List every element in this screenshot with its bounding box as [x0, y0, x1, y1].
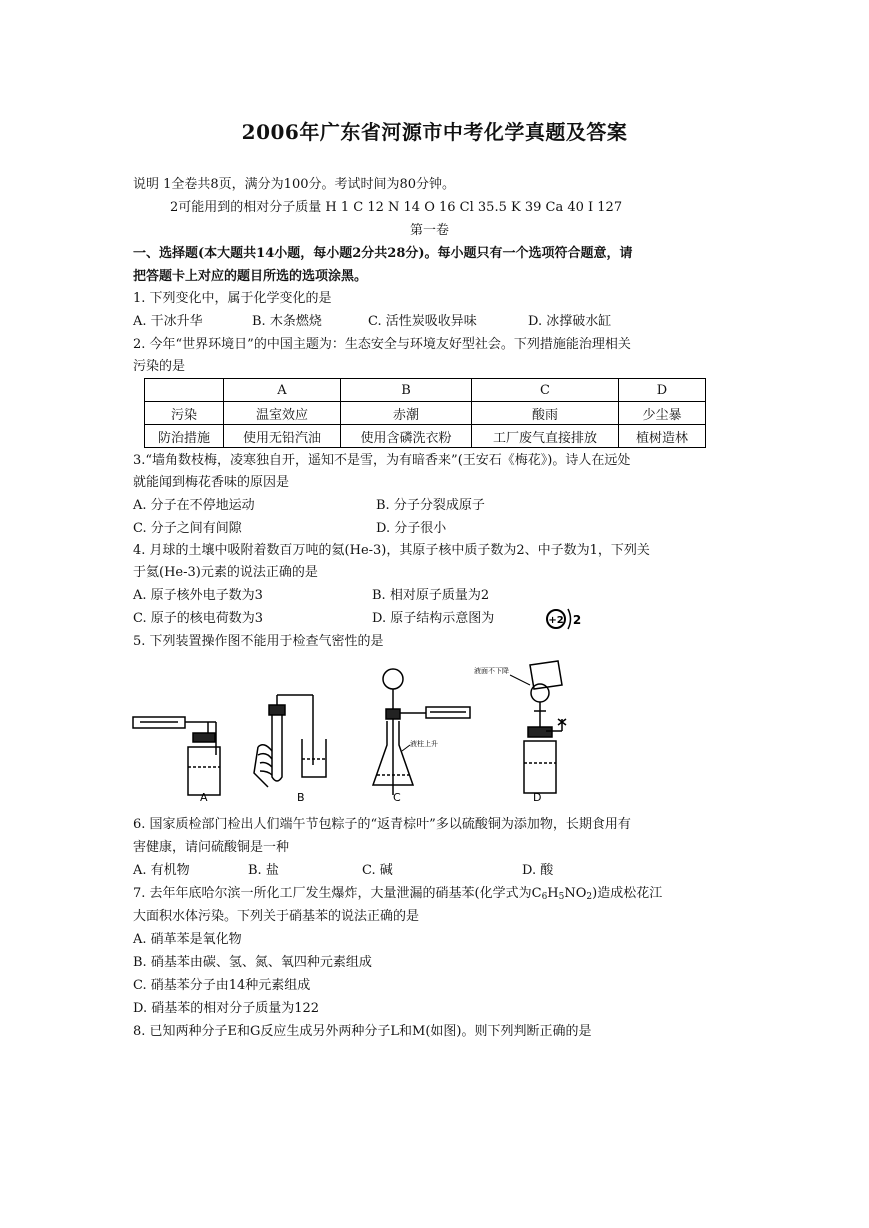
table-cell: C	[472, 379, 619, 402]
formula-text: NO	[564, 886, 587, 901]
q6-stem-2: 害健康，请问硫酸铜是一种	[133, 840, 290, 855]
q1-option-d: D. 冰撑破水缸	[528, 314, 612, 329]
table-cell: 工厂废气直接排放	[472, 425, 619, 448]
shell-electron-label: 2	[572, 613, 582, 627]
q7-stem-2: 大面积水体污染。下列关于硝基苯的说法正确的是	[133, 909, 420, 924]
q7-option-d: D. 硝基苯的相对分子质量为122	[133, 1001, 320, 1016]
table-cell: 酸雨	[472, 402, 619, 425]
q4-option-a: A. 原子核外电子数为3	[133, 588, 263, 603]
apparatus-a	[133, 717, 220, 795]
q5-stem: 5. 下列装置操作图不能用于检查气密性的是	[133, 634, 384, 649]
section-heading-line-2: 把答题卡上对应的题目所选的选项涂黑。	[133, 269, 368, 284]
apparatus-c	[373, 669, 470, 795]
q4-stem-2: 于氦(He-3)元素的说法正确的是	[133, 565, 318, 580]
q1-option-a: A. 干冰升华	[133, 314, 203, 329]
q4-option-c: C. 原子的核电荷数为3	[133, 611, 264, 626]
apparatus-b	[254, 695, 326, 787]
note-line-2: 2可能用到的相对分子质量 H 1 C 12 N 14 O 16 Cl 35.5 K 39 Ca 40 I 127	[170, 200, 623, 215]
formula-subscript: 2	[586, 892, 593, 902]
q1-option-c: C. 活性炭吸收异味	[368, 314, 477, 329]
table-cell: 植树造林	[619, 425, 706, 448]
q4-option-d: D. 原子结构示意图为	[372, 611, 495, 626]
q3-option-b: B. 分子分裂成原子	[376, 498, 485, 513]
formula-subscript: 5	[558, 892, 565, 902]
q6-option-c: C. 碱	[362, 863, 393, 878]
figure-label-d: D	[533, 791, 542, 804]
pollution-table	[144, 378, 706, 448]
q6-option-d: D. 酸	[522, 863, 554, 878]
figure-label-b: B	[297, 791, 305, 804]
apparatus-d	[510, 661, 566, 793]
q4-stem-1: 4. 月球的土壤中吸附着数百万吨的氦(He-3)，其原子核中质子数为2、中子数为1，下列关	[133, 543, 650, 558]
q3-option-d: D. 分子很小	[376, 521, 447, 536]
q7-stem-text: )造成松花江	[592, 886, 663, 901]
q3-option-a: A. 分子在不停地运动	[133, 498, 255, 513]
section-heading-line-1: 一、选择题(本大题共14小题，每小题2分共28分)。每小题只有一个选项符合题意，请	[133, 246, 633, 261]
nucleus-charge-label: +2	[548, 615, 564, 626]
table-cell: D	[619, 379, 706, 402]
figure-label-a: A	[200, 791, 208, 804]
table-cell: B	[341, 379, 472, 402]
table-cell: 温室效应	[224, 402, 341, 425]
table-header-row	[145, 379, 706, 402]
q2-stem-2: 污染的是	[133, 359, 186, 374]
q3-option-c: C. 分子之间有间隙	[133, 521, 242, 536]
volume-heading: 第一卷	[410, 223, 450, 238]
table-cell: 使用无铅汽油	[224, 425, 341, 448]
table-cell: 使用含磷洗衣粉	[341, 425, 472, 448]
q7-option-b: B. 硝基苯由碳、氢、氮、氧四种元素组成	[133, 955, 372, 970]
q8-stem: 8. 已知两种分子E和G反应生成另外两种分子L和M(如图)。则下列判断正确的是	[133, 1024, 592, 1039]
table-cell: 污染	[145, 402, 224, 425]
table-row	[145, 402, 706, 425]
formula-text: H	[547, 886, 559, 901]
q7-option-c: C. 硝基苯分子由14种元素组成	[133, 978, 311, 993]
q4-option-b: B. 相对原子质量为2	[372, 588, 490, 603]
table-cell: 赤潮	[341, 402, 472, 425]
q6-option-a: A. 有机物	[133, 863, 190, 878]
table-cell: 防治措施	[145, 425, 224, 448]
figure-d-note: 液面不下降	[474, 667, 509, 675]
q6-stem-1: 6. 国家质检部门检出人们端午节包粽子的“返青棕叶”多以硫酸铜为添加物，长期食用有	[133, 817, 631, 832]
apparatus-figures	[130, 655, 580, 805]
q7-stem-1	[133, 885, 662, 906]
table-row	[145, 425, 706, 448]
table-cell: 少尘暴	[619, 402, 706, 425]
figure-label-c: C	[393, 791, 401, 804]
table-cell: A	[224, 379, 341, 402]
q6-option-b: B. 盐	[248, 863, 279, 878]
q2-stem-1: 2. 今年“世界环境日”的中国主题为：生态安全与环境友好型社会。下列措施能治理相关	[133, 337, 631, 352]
atomic-structure-diagram	[542, 604, 584, 634]
q3-stem-2: 就能闻到梅花香味的原因是	[133, 475, 290, 490]
formula-subscript: 6	[541, 892, 548, 902]
q7-option-a: A. 硝革苯是氧化物	[133, 932, 242, 947]
q1-stem: 1. 下列变化中，属于化学变化的是	[133, 291, 332, 306]
figure-c-note: 液柱上升	[410, 740, 438, 748]
q3-stem-1: 3.“墙角数枝梅，凌寒独自开，遥知不是雪，为有暗香来”(王安石《梅花》)。诗人在远处	[133, 453, 631, 468]
note-line-1: 说明 1全卷共8页，满分为100分。考试时间为80分钟。	[133, 177, 456, 192]
page-title: 2006年广东省河源市中考化学真题及答案	[241, 120, 628, 144]
table-cell	[145, 379, 224, 402]
q1-option-b: B. 木条燃烧	[252, 314, 322, 329]
q7-stem-text: 7. 去年年底哈尔滨一所化工厂发生爆炸，大量泄漏的硝基苯(化学式为C	[133, 886, 542, 901]
